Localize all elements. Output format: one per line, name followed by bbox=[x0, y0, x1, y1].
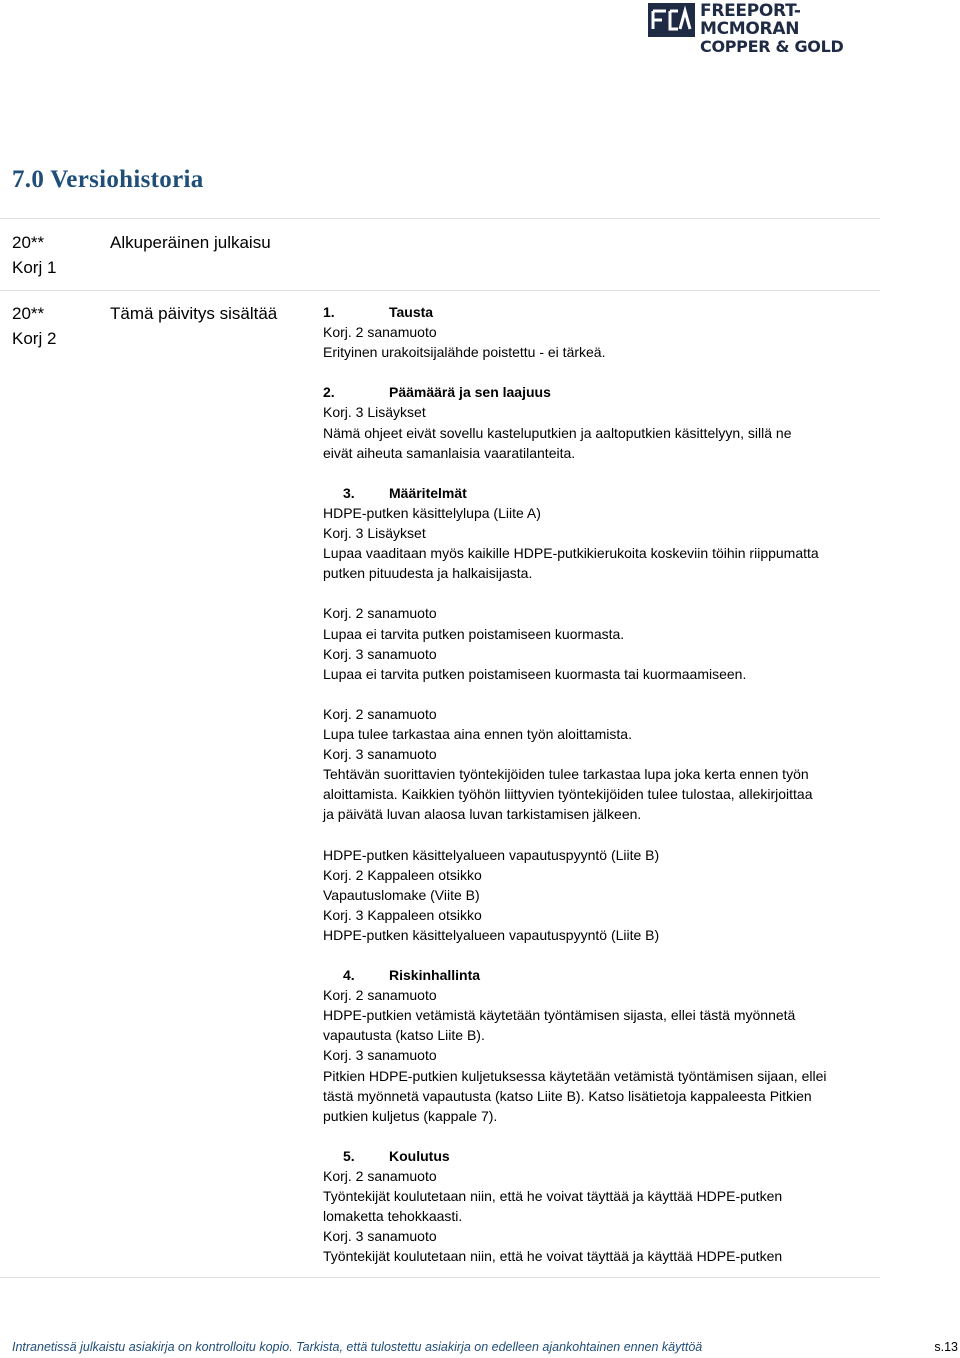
footer-notice: Intranetissä julkaistu asiakirja on kontrolloitu kopio. Tarkista, että tulostettu asiakirja on edelleen ajankohtainen ennen käyttöä bbox=[12, 1340, 703, 1354]
spacer bbox=[323, 583, 883, 603]
revision-note: Korj. 3 Kappaleen otsikko bbox=[323, 906, 482, 923]
logo-line-2: COPPER & GOLD bbox=[700, 37, 844, 56]
revision-description-1: Alkuperäinen julkaisu bbox=[110, 233, 271, 252]
revision-note: Korj. 2 sanamuoto bbox=[323, 987, 437, 1004]
section-title: Tausta bbox=[389, 304, 434, 320]
revision-year: 20** bbox=[12, 233, 45, 252]
spacer bbox=[323, 362, 883, 382]
change-text: putken pituudesta ja halkaisijasta. bbox=[323, 565, 533, 582]
change-text: Lupa tulee tarkastaa aina ennen työn aloittamista. bbox=[323, 725, 632, 742]
change-text: eivät aiheuta samanlaisia vaaratilanteita. bbox=[323, 444, 576, 461]
change-text: Erityinen urakoitsijalähde poistettu - ei tärkeä. bbox=[323, 344, 606, 361]
change-text: vapautusta (katso Liite B). bbox=[323, 1027, 485, 1044]
change-text: Lupaa ei tarvita putken poistamiseen kuormasta. bbox=[323, 625, 625, 642]
divider bbox=[0, 1277, 880, 1278]
revision-note: Korj. 3 Lisäykset bbox=[323, 525, 426, 542]
change-text: aloittamista. Kaikkien työhön liittyvien työntekijöiden tulee tulostaa, allekirjoittaa bbox=[323, 786, 813, 803]
revision-number: Korj 2 bbox=[12, 329, 57, 348]
revision-note: Korj. 2 sanamuoto bbox=[323, 324, 437, 341]
section-heading-2 bbox=[323, 382, 883, 402]
change-text: HDPE-putken käsittelylupa (Liite A) bbox=[323, 504, 541, 521]
change-text: Vapautuslomake (Viite B) bbox=[323, 886, 480, 903]
revision-note: Korj. 3 sanamuoto bbox=[323, 1047, 437, 1064]
fcx-logo-icon bbox=[648, 3, 695, 37]
section-number: 1. bbox=[323, 304, 335, 320]
revision-id-2 bbox=[12, 301, 56, 351]
section-title: Riskinhallinta bbox=[389, 967, 481, 984]
change-text: tästä myönnetä vapautusta (katso Liite B). Katso lisätietoja kappaleesta Pitkien bbox=[323, 1087, 812, 1104]
change-text: Työntekijät koulutetaan niin, että he voivat täyttää ja käyttää HDPE-putken bbox=[323, 1188, 783, 1205]
section-heading-5 bbox=[323, 1146, 883, 1166]
spacer bbox=[323, 945, 883, 965]
revision-number: Korj 1 bbox=[12, 258, 57, 277]
page-number: s.13 bbox=[934, 1340, 958, 1354]
logo-line-1: FREEPORT-MCMORAN bbox=[700, 1, 801, 39]
section-heading-4 bbox=[323, 965, 883, 985]
page-title: 7.0 Versiohistoria bbox=[12, 166, 204, 193]
section-heading-3 bbox=[323, 483, 883, 503]
revision-note: Korj. 2 sanamuoto bbox=[323, 705, 437, 722]
change-text: Tehtävän suorittavien työntekijöiden tulee tarkastaa lupa joka kerta ennen työn bbox=[323, 766, 809, 783]
divider bbox=[0, 290, 880, 291]
change-text: lomaketta tehokkaasti. bbox=[323, 1208, 463, 1225]
company-logo bbox=[648, 1, 892, 56]
spacer bbox=[323, 824, 883, 844]
revision-note: Korj. 3 Lisäykset bbox=[323, 404, 426, 421]
change-text: Pitkien HDPE-putkien kuljetuksessa käytetään vetämistä työntämisen sijaan, ellei bbox=[323, 1067, 827, 1084]
revision-note: Korj. 3 sanamuoto bbox=[323, 1228, 437, 1245]
revision-id-1 bbox=[12, 230, 56, 280]
revision-note: Korj. 2 sanamuoto bbox=[323, 605, 437, 622]
section-title: Määritelmät bbox=[389, 484, 467, 501]
spacer bbox=[323, 1126, 883, 1146]
revision-note: Korj. 3 sanamuoto bbox=[323, 746, 437, 763]
change-text: Nämä ohjeet eivät sovellu kasteluputkien ja aaltoputkien käsittelyyn, sillä ne bbox=[323, 424, 792, 441]
section-title: Koulutus bbox=[389, 1147, 450, 1164]
change-text: putkien kuljetus (kappale 7). bbox=[323, 1107, 498, 1124]
change-text: Lupaa vaaditaan myös kaikille HDPE-putkikierukoita koskeviin töihin riippumatta bbox=[323, 545, 819, 562]
revision-year: 20** bbox=[12, 304, 45, 323]
divider bbox=[0, 218, 880, 219]
revision-description-2: Tämä päivitys sisältää bbox=[110, 304, 278, 323]
revision-note: Korj. 2 Kappaleen otsikko bbox=[323, 866, 482, 883]
section-title: Päämäärä ja sen laajuus bbox=[389, 384, 551, 401]
section-heading-1 bbox=[323, 302, 883, 322]
change-text: Työntekijät koulutetaan niin, että he voivat täyttää ja käyttää HDPE-putken bbox=[323, 1248, 783, 1265]
spacer bbox=[323, 463, 883, 483]
logo-wordmark bbox=[700, 2, 892, 56]
section-number: 2. bbox=[323, 384, 335, 401]
change-text: HDPE-putken käsittelyalueen vapautuspyyntö (Liite B) bbox=[323, 846, 660, 863]
section-number: 3. bbox=[343, 484, 355, 501]
change-text: HDPE-putkien vetämistä käytetään työntämisen sijasta, ellei tästä myönnetä bbox=[323, 1007, 796, 1024]
change-text: HDPE-putken käsittelyalueen vapautuspyyntö (Liite B) bbox=[323, 926, 660, 943]
spacer bbox=[323, 684, 883, 704]
revision-note: Korj. 2 sanamuoto bbox=[323, 1168, 437, 1185]
section-number: 5. bbox=[343, 1147, 355, 1164]
change-text: ja päivätä luvan alaosa luvan tarkistamisen jälkeen. bbox=[323, 806, 642, 823]
revision-note: Korj. 3 sanamuoto bbox=[323, 645, 437, 662]
change-text: Lupaa ei tarvita putken poistamiseen kuormasta tai kuormaamiseen. bbox=[323, 665, 747, 682]
revision-changes bbox=[323, 302, 883, 1267]
section-number: 4. bbox=[343, 967, 355, 984]
